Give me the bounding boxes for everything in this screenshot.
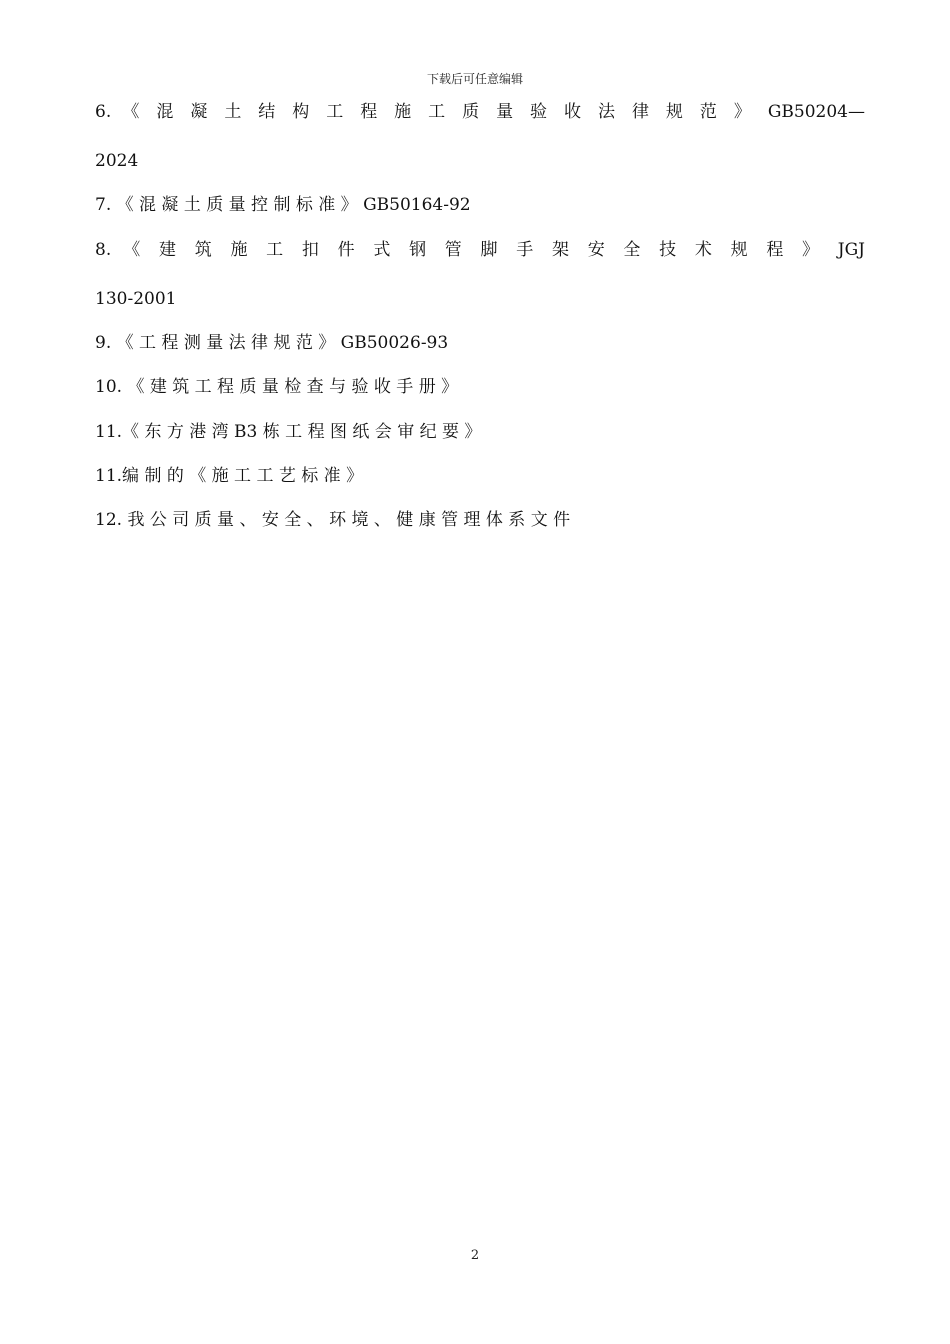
page-number: 2 [470, 1248, 480, 1263]
reference-line-8: 8. 《 建 筑 施 工 扣 件 式 钢 管 脚 手 架 安 全 技 术 规 程 》 JGJ [95, 240, 865, 260]
page-header-note: 下载后可任意编辑 [426, 72, 523, 86]
reference-line-7: 7. 《 混 凝 土 质 量 控 制 标 准 》 GB50164-92 [95, 195, 471, 215]
reference-line-10: 10. 《 建 筑 工 程 质 量 检 查 与 验 收 手 册 》 [95, 377, 459, 397]
reference-line-8-continued: 130-2001 [95, 289, 177, 309]
reference-line-12: 12. 我 公 司 质 量 、 安 全 、 环 境 、 健 康 管 理 体 系 文 件 [95, 510, 571, 530]
reference-line-6-continued: 2024 [95, 151, 139, 171]
reference-line-11b: 11.编 制 的 《 施 工 工 艺 标 准 》 [95, 466, 364, 486]
reference-line-6: 6. 《 混 凝 土 结 构 工 程 施 工 质 量 验 收 法 律 规 范 》 GB50204— [95, 102, 865, 122]
reference-line-9: 9. 《 工 程 测 量 法 律 规 范 》 GB50026-93 [95, 333, 449, 353]
reference-line-11a: 11.《 东 方 港 湾 B3 栋 工 程 图 纸 会 审 纪 要 》 [95, 422, 482, 442]
